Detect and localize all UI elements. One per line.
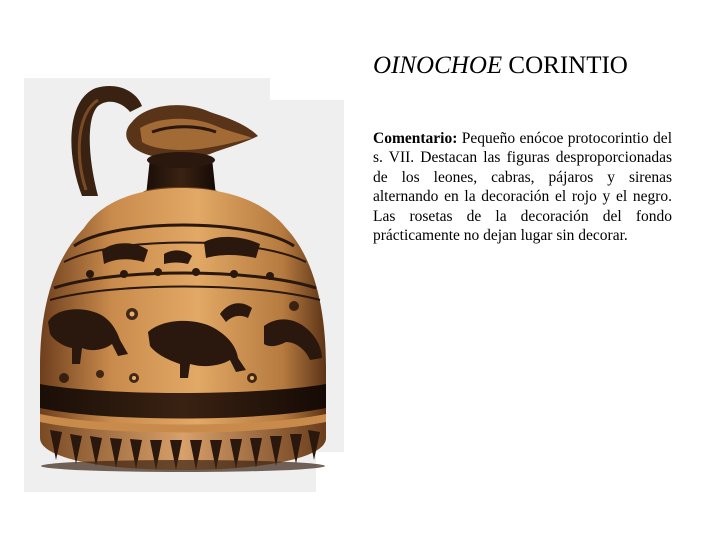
- page-title: [373, 52, 628, 80]
- title-regular: CORINTIO: [508, 52, 628, 79]
- oinochoe-vase-image: [24, 78, 344, 492]
- comment-text: Pequeño enócoe protocorintio del s. VII. Destacan las figuras desproporcionadas de los leones, cabras, pájaros y sirenas alternando en la decoración el rojo y el negro. Las rosetas de la decoración del fondo prácticamente no dejan lugar sin decorar.: [373, 130, 672, 245]
- comment-label: Comentario:: [373, 130, 458, 147]
- title-italic: OINOCHOE: [373, 52, 503, 79]
- comment-paragraph: [373, 129, 672, 245]
